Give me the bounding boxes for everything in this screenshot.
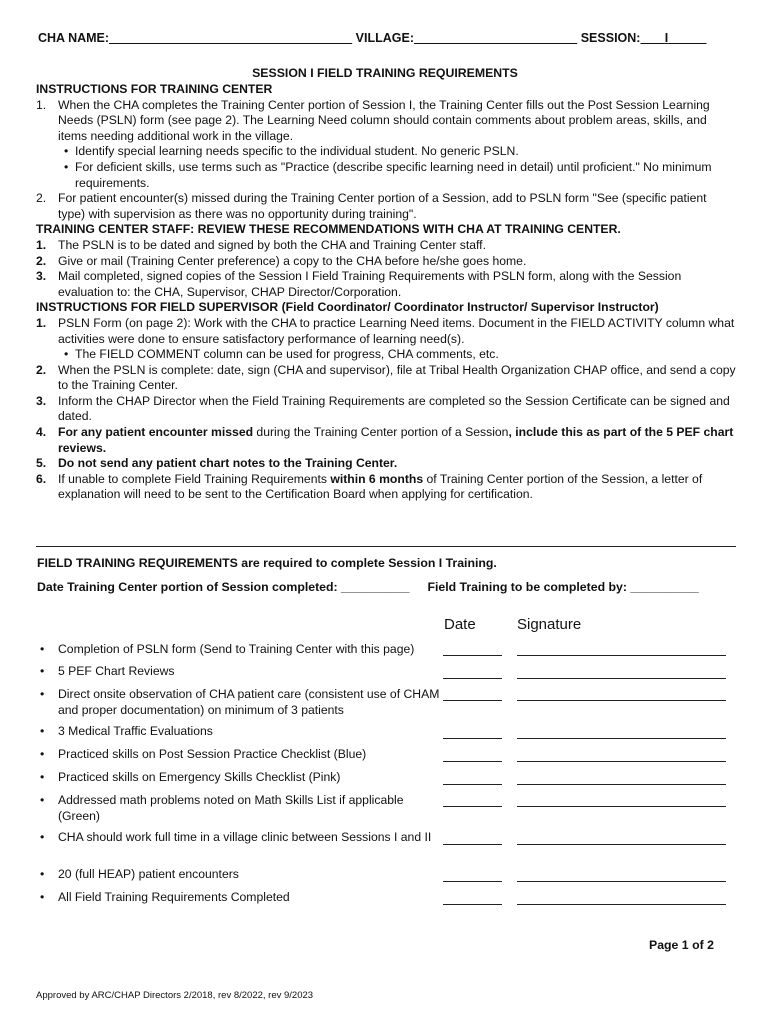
signature-line[interactable] bbox=[517, 678, 726, 679]
date-line[interactable] bbox=[443, 784, 502, 785]
instructions bbox=[36, 82, 736, 503]
section-divider bbox=[36, 546, 736, 547]
requirement-item: • CHA should work full time in a village clinic between Sessions I and II bbox=[40, 830, 432, 844]
session-label: SESSION: bbox=[580, 31, 641, 45]
village-label: VILLAGE: bbox=[355, 31, 414, 45]
date-line[interactable] bbox=[443, 678, 502, 679]
signature-line[interactable] bbox=[517, 700, 726, 701]
list-item: 1. The PSLN is to be dated and signed by both the CHA and Training Center staff. bbox=[36, 237, 486, 252]
signature-line[interactable] bbox=[517, 784, 726, 785]
list-item: 1. PSLN Form (on page 2): Work with the CHA to practice Learning Need items. Document in the FIELD ACTIVITY column what activities were done to ensure satisfactory performance of learning need(s). bbox=[36, 315, 735, 346]
list-item: 5. Do not send any patient chart notes to the Training Center. bbox=[36, 456, 398, 471]
requirement-item: • Direct onsite observation of CHA patient care (consistent use of CHAM and proper documentation) on minimum of 3 patients bbox=[40, 687, 440, 717]
date-completed-field[interactable]: Date Training Center portion of Session completed: __________ bbox=[37, 580, 410, 594]
list-item: 2. For patient encounter(s) missed during the Training Center portion of a Session, add to PSLN form "See (specific patient type) with supervision as there was no opportunity during training". bbox=[36, 191, 707, 221]
requirement-item: • Practiced skills on Post Session Practice Checklist (Blue) bbox=[40, 747, 367, 761]
date-column-header: Date bbox=[444, 616, 476, 633]
signature-column-header: Signature bbox=[517, 616, 582, 633]
requirement-item: • All Field Training Requirements Completed bbox=[40, 890, 290, 904]
requirement-item: • Practiced skills on Emergency Skills Checklist (Pink) bbox=[40, 770, 341, 784]
supervisor-heading: INSTRUCTIONS FOR FIELD SUPERVISOR (Field Coordinator/ Coordinator Instructor/ Supervisor Instructor) bbox=[36, 300, 659, 315]
header-fields bbox=[38, 31, 706, 45]
date-line[interactable] bbox=[443, 761, 502, 762]
cha-name-label: CHA NAME: bbox=[38, 31, 110, 45]
list-item: 3. Mail completed, signed copies of the Session I Field Training Requirements with PSLN form, along with the Session evaluation to: the CHA, Supervisor, CHAP Director/Corporation. bbox=[36, 269, 682, 299]
date-line[interactable] bbox=[443, 655, 502, 656]
date-line[interactable] bbox=[443, 881, 502, 882]
requirement-item: • 5 PEF Chart Reviews bbox=[40, 664, 175, 678]
list-item: 1. When the CHA completes the Training Center portion of Session I, the Training Center fills out the Post Session Learning Needs (PSLN) form (see page 2). The Learning Need column should contain comments about problem areas, skills, and items needing additional work in the village. bbox=[36, 97, 710, 143]
signature-line[interactable] bbox=[517, 761, 726, 762]
footer-approval: Approved by ARC/CHAP Directors 2/2018, rev 8/2022, rev 9/2023 bbox=[36, 990, 314, 1001]
date-line[interactable] bbox=[443, 700, 502, 701]
list-item: 2. Give or mail (Training Center preference) a copy to the CHA before he/she goes home. bbox=[36, 253, 527, 268]
page-number: Page 1 of 2 bbox=[649, 938, 714, 952]
document-title: SESSION I FIELD TRAINING REQUIREMENTS bbox=[252, 66, 518, 80]
to-be-completed-field[interactable]: Field Training to be completed by: __________ bbox=[427, 580, 699, 594]
requirement-item: • Completion of PSLN form (Send to Training Center with this page) bbox=[40, 642, 415, 656]
date-line[interactable] bbox=[443, 844, 502, 845]
signature-line[interactable] bbox=[517, 881, 726, 882]
signature-line[interactable] bbox=[517, 904, 726, 905]
date-line[interactable] bbox=[443, 738, 502, 739]
cha-name-blank[interactable] bbox=[109, 31, 352, 45]
list-subitem: • The FIELD COMMENT column can be used for progress, CHA comments, etc. bbox=[64, 347, 499, 362]
list-item: 3. Inform the CHAP Director when the Field Training Requirements are completed so the Session Certificate can be signed and dated. bbox=[36, 393, 730, 424]
field-dates bbox=[37, 580, 699, 594]
training-center-heading: INSTRUCTIONS FOR TRAINING CENTER bbox=[36, 82, 273, 96]
village-blank[interactable] bbox=[414, 31, 577, 45]
list-item: 2. When the PSLN is complete: date, sign (CHA and supervisor), file at Tribal Health Organization CHAP office, and send a copy to the Training Center. bbox=[36, 362, 736, 393]
staff-heading: TRAINING CENTER STAFF: REVIEW THESE RECOMMENDATIONS WITH CHA AT TRAINING CENTER. bbox=[36, 222, 621, 237]
signature-line[interactable] bbox=[517, 806, 726, 807]
list-item: 6. If unable to complete Field Training Requirements within 6 months of Training Center portion of the Session, a letter of explanation will need to be sent to the Certification Board when applying for certification. bbox=[36, 471, 703, 502]
requirement-item: • 20 (full HEAP) patient encounters bbox=[40, 867, 239, 881]
date-line[interactable] bbox=[443, 904, 502, 905]
list-subitem: • For deficient skills, use terms such as "Practice (describe specific learning need in detail) until proficient." No minimum requirements. bbox=[64, 159, 712, 190]
session-value[interactable]: I bbox=[664, 31, 669, 45]
requirement-item: • 3 Medical Traffic Evaluations bbox=[40, 724, 213, 738]
signature-line[interactable] bbox=[517, 655, 726, 656]
list-subitem: • Identify special learning needs specific to the individual student. No generic PSLN. bbox=[64, 144, 519, 159]
list-item: 4. For any patient encounter missed during the Training Center portion of a Session, include this as part of the 5 PEF chart reviews. bbox=[36, 425, 734, 455]
signature-line[interactable] bbox=[517, 844, 726, 845]
date-line[interactable] bbox=[443, 806, 502, 807]
requirement-item: • Addressed math problems noted on Math Skills List if applicable (Green) bbox=[40, 793, 404, 823]
signature-line[interactable] bbox=[517, 738, 726, 739]
field-requirements-title: FIELD TRAINING REQUIREMENTS are required to complete Session I Training. bbox=[37, 556, 497, 570]
